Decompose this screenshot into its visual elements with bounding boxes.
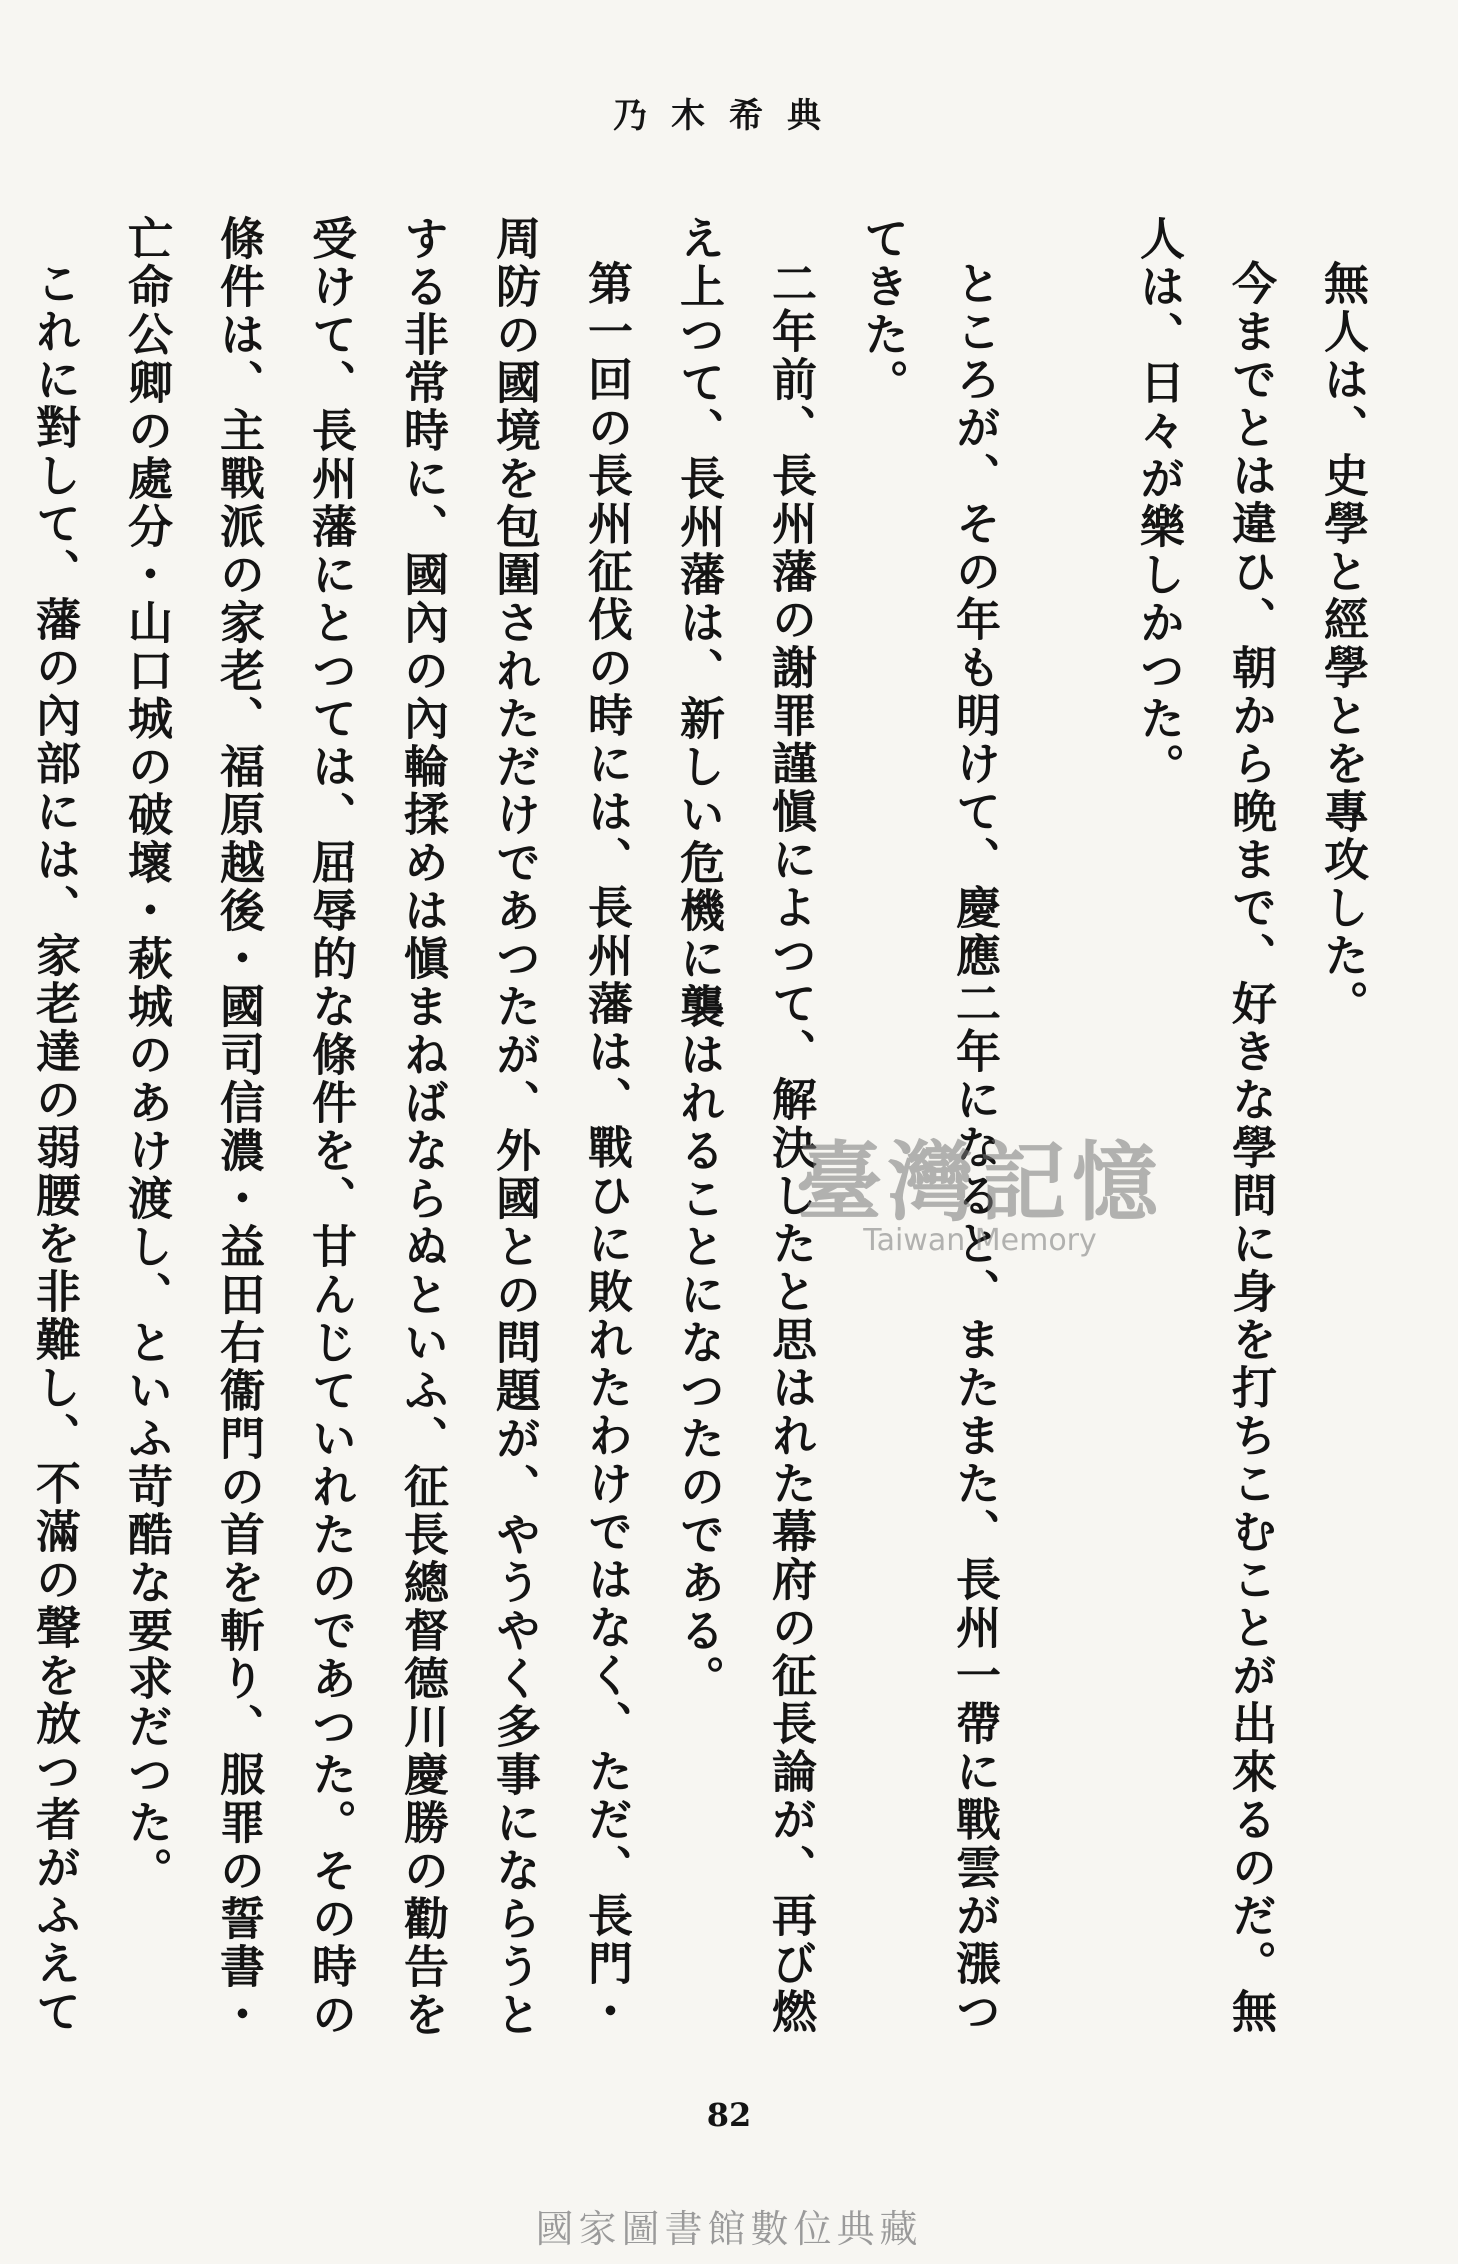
page-number: 82 — [706, 2096, 752, 2134]
watermark — [735, 1132, 1225, 1258]
paragraph: これに對して、藩の內部には、家老達の弱腰を非難し、不滿の聲を放つ者がふえて — [28, 260, 81, 2036]
watermark-english: Taiwan Memory — [863, 1223, 1097, 1258]
paragraph: 二年前、長州藩の謝罪謹愼によつて、解決したと思はれた幕府の征長論が、再び燃え上つて、長州藩は、新しい危機に襲はれることになつたのである。 — [672, 215, 817, 2036]
paragraph: 無人は、史學と經學とを專攻した。 — [1316, 260, 1369, 1028]
running-title: 乃木希典 — [613, 96, 845, 136]
collection-footer: 國家圖書館數位典藏 — [535, 2207, 923, 2251]
paragraph: 第一回の長州征伐の時には、長州藩は、戰ひに敗れたわけではなく、ただ、長門・周防の國境を包圍されただけであつたが、外國との問題が、やうやく多事にならうとする非常時に、國內の內輪揉めは愼まねばならぬといふ、征長總督德川慶勝の勸告を受けて、長州藩にとつては、屈辱的な條件を、甘んじていれたのであつた。その時の條件は、主戰派の家老、福原越後・國司信濃・益田右衞門の首を斬り、服罪の誓書・亡命公卿の處分・山口城の破壞・萩城のあけ渡し、といふ苛酷な要求だつた。 — [120, 215, 633, 2039]
paragraph: 今までとは違ひ、朝から晩まで、好きな學問に身を打ちこむことが出來るのだ。無人は、日々が樂しかつた。 — [1132, 215, 1277, 2036]
watermark-chinese: 臺灣記憶 — [796, 1132, 1164, 1233]
paragraph: ところが、その年も明けて、慶應二年になると、またまた、長州一帶に戰雲が漲つてきた。 — [856, 215, 1001, 2036]
